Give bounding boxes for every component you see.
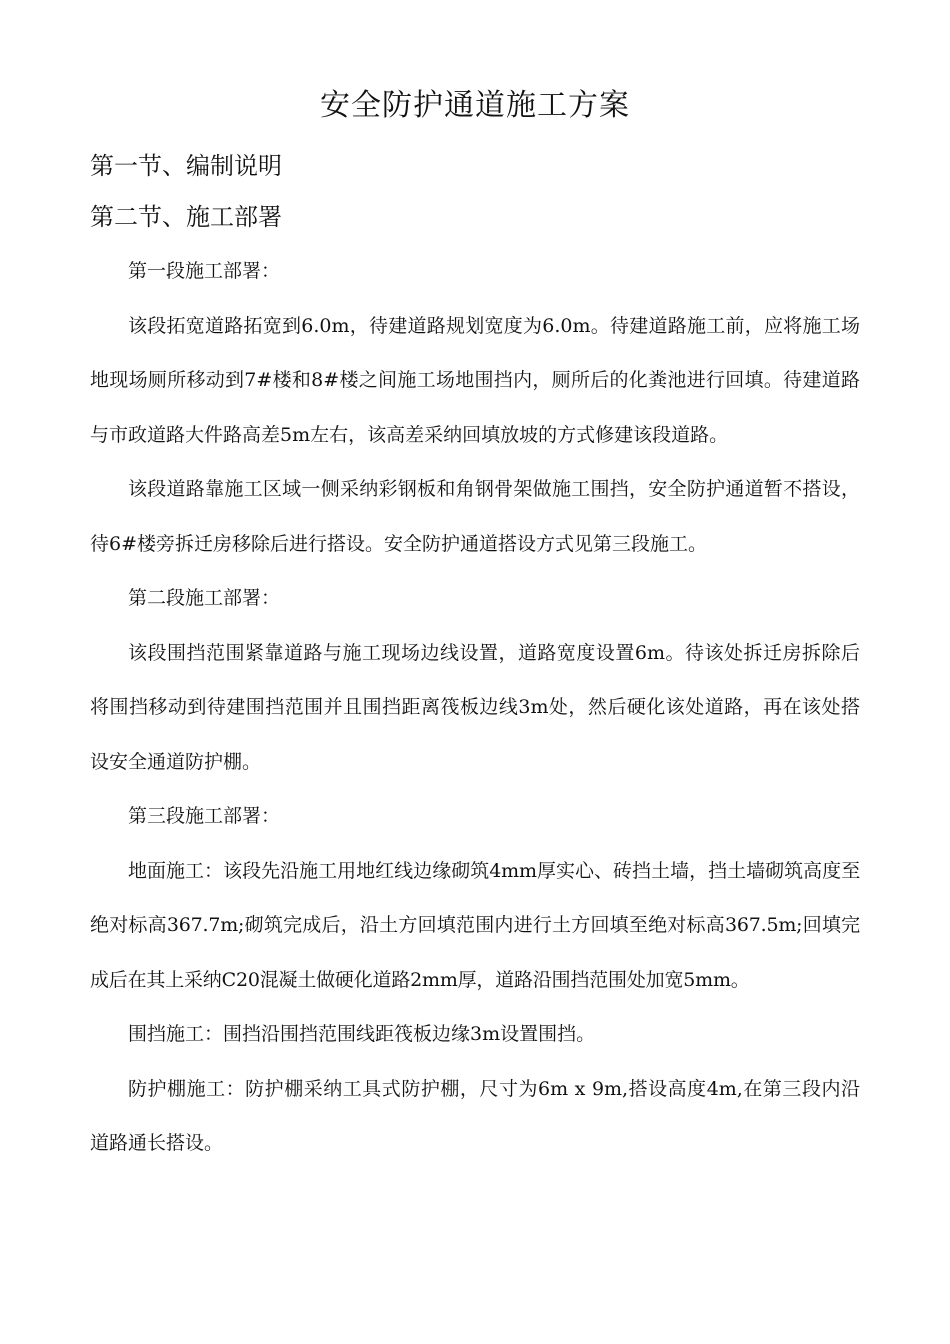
paragraph-segment-1-fence: 该段道路靠施工区域一侧采纳彩钢板和角钢骨架做施工围挡，安全防护通道暂不搭设，待6#楼旁拆迁房移除后进行搭设。安全防护通道搭设方式见第三段施工。 [90, 478, 860, 555]
document-title: 安全防护通道施工方案 [320, 88, 630, 123]
subsection-label-3: 第三段施工部署： [128, 805, 281, 827]
paragraph-segment-1-road: 该段拓宽道路拓宽到6.0m，待建道路规划宽度为6.0m。待建道路施工前，应将施工场地现场厕所移动到7#楼和8#楼之间施工场地围挡内，厕所后的化粪池进行回填。待建道路与市政道路大件路高差5m左右，该高差采纳回填放坡的方式修建该段道路。 [90, 314, 860, 446]
paragraph-segment-2: 该段围挡范围紧靠道路与施工现场边线设置，道路宽度设置6m。待该处拆迁房拆除后将围挡移动到待建围挡范围并且围挡距离筏板边线3m处，然后硬化该处道路，再在该处搭设安全通道防护棚。 [90, 641, 860, 773]
paragraph-shelter-works: 防护棚施工：防护棚采纳工具式防护棚，尺寸为6m x 9m,搭设高度4m,在第三段内沿道路通长搭设。 [90, 1077, 860, 1154]
section-heading-1: 第一节、编制说明 [90, 152, 282, 180]
paragraph-fence-works: 围挡施工：围挡沿围挡范围线距筏板边缘3m设置围挡。 [128, 1023, 596, 1045]
document-body [90, 244, 860, 1171]
paragraph-ground-works: 地面施工：该段先沿施工用地红线边缘砌筑4mm厚实心、砖挡土墙，挡土墙砌筑高度至绝对标高367.7m;砌筑完成后，沿土方回填范围内进行土方回填至绝对标高367.5m;回填完成后在其上采纳C20混凝土做硬化道路2mm厚，道路沿围挡范围处加宽5mm。 [90, 859, 860, 991]
section-heading-2: 第二节、施工部署 [90, 203, 282, 231]
subsection-label-2: 第二段施工部署： [128, 587, 281, 609]
subsection-label-1: 第一段施工部署： [128, 260, 281, 282]
